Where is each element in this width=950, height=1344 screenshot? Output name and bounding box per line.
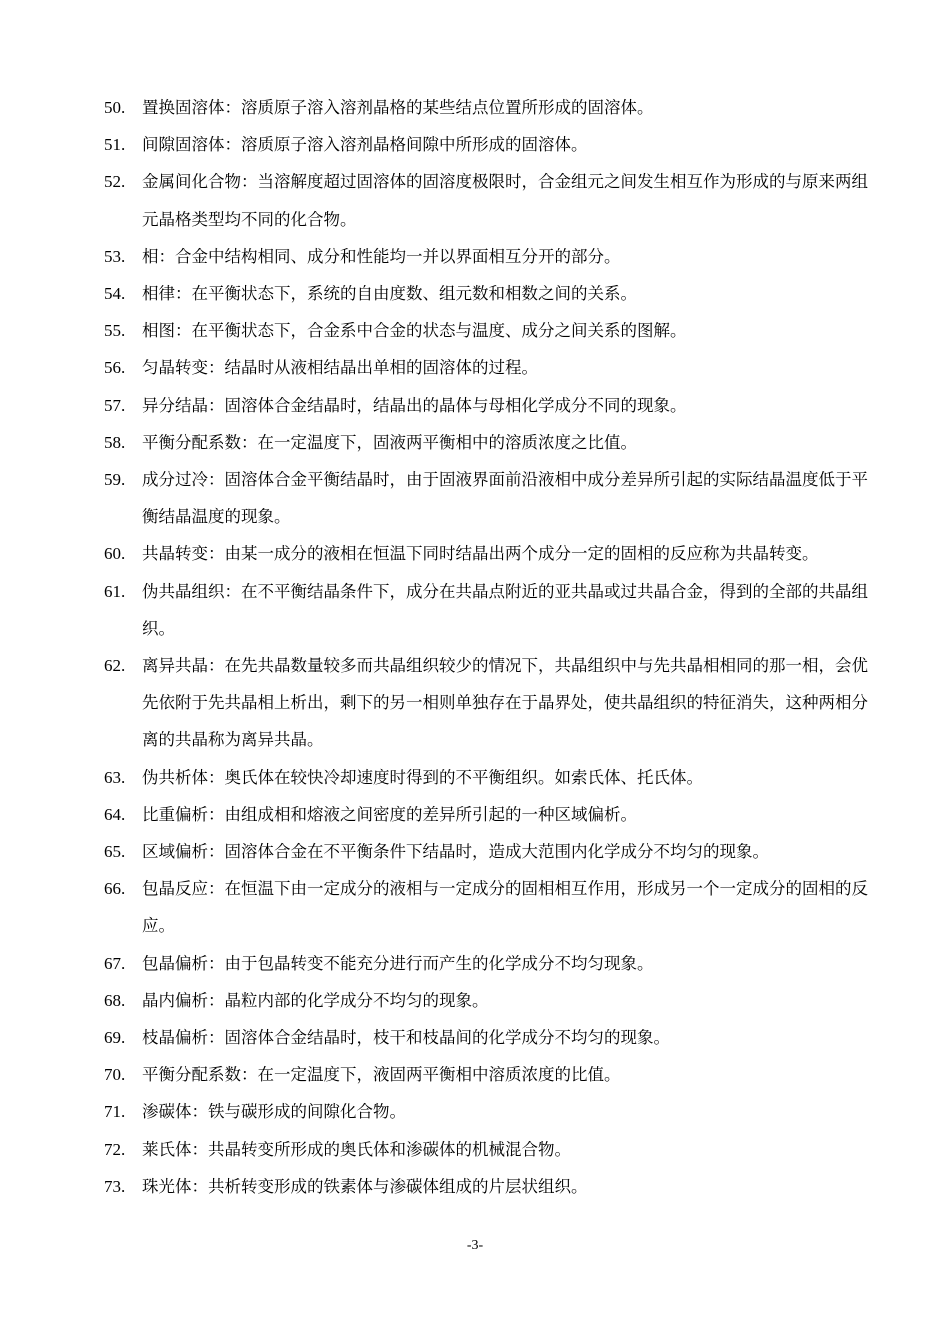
item-text: 比重偏析：由组成相和熔液之间密度的差异所引起的一种区域偏析。 (142, 804, 637, 824)
item-number: 67. (104, 953, 126, 973)
item-number: 53. (104, 246, 126, 266)
item-text: 成分过冷：固溶体合金平衡结晶时，由于固液界面前沿液相中成分差异所引起的实际结晶温度低于平衡结晶温度的现象。 (142, 470, 868, 527)
item-number: 66. (104, 879, 126, 899)
item-text: 渗碳体：铁与碳形成的间隙化合物。 (142, 1102, 406, 1122)
item-number: 51. (104, 135, 126, 155)
list-item (104, 833, 884, 870)
item-number: 59. (104, 470, 126, 490)
item-number: 50. (104, 98, 126, 117)
item-text: 包晶反应：在恒温下由一定成分的液相与一定成分的固相相互作用，形成另一个一定成分的固相的反应。 (142, 879, 868, 936)
list-item (104, 163, 884, 237)
item-text: 异分结晶：固溶体合金结晶时，结晶出的晶体与母相化学成分不同的现象。 (142, 395, 687, 415)
item-number: 64. (104, 804, 126, 824)
list-item (104, 126, 884, 163)
item-text: 金属间化合物：当溶解度超过固溶体的固溶度极限时，合金组元之间发生相互作为形成的与原来两组元晶格类型均不同的化合物。 (142, 172, 868, 229)
list-item (104, 1131, 884, 1168)
item-number: 63. (104, 767, 126, 787)
item-text: 置换固溶体：溶质原子溶入溶剂晶格的某些结点位置所形成的固溶体。 (142, 98, 654, 117)
item-text: 晶内偏析：晶粒内部的化学成分不均匀的现象。 (142, 990, 489, 1010)
list-item (104, 89, 884, 126)
list-item (104, 387, 884, 424)
item-text: 匀晶转变：结晶时从液相结晶出单相的固溶体的过程。 (142, 358, 538, 378)
list-item (104, 535, 884, 572)
item-number: 65. (104, 842, 126, 862)
item-number: 52. (104, 172, 126, 192)
item-number: 72. (104, 1139, 126, 1159)
list-item (104, 1168, 884, 1205)
list-item (104, 759, 884, 796)
item-number: 69. (104, 1028, 126, 1048)
item-text: 枝晶偏析：固溶体合金结晶时，枝干和枝晶间的化学成分不均匀的现象。 (142, 1028, 670, 1048)
item-number: 56. (104, 358, 126, 378)
list-item (104, 461, 884, 535)
item-text: 区域偏析：固溶体合金在不平衡条件下结晶时，造成大范围内化学成分不均匀的现象。 (142, 842, 769, 862)
item-text: 平衡分配系数：在一定温度下，液固两平衡相中溶质浓度的比值。 (142, 1065, 621, 1085)
item-text: 相律：在平衡状态下，系统的自由度数、组元数和相数之间的关系。 (142, 284, 637, 304)
list-item (104, 312, 884, 349)
list-item (104, 349, 884, 386)
list-item (104, 1056, 884, 1093)
list-item (104, 238, 884, 275)
item-text: 莱氏体：共晶转变所形成的奥氏体和渗碳体的机械混合物。 (142, 1139, 571, 1159)
item-number: 61. (104, 581, 126, 601)
list-item (104, 796, 884, 833)
list-item (104, 573, 884, 647)
item-text: 伪共析体：奥氏体在较快冷却速度时得到的不平衡组织。如索氏体、托氏体。 (142, 767, 703, 787)
item-text: 离异共晶：在先共晶数量较多而共晶组织较少的情况下，共晶组织中与先共晶相相同的那一相，会优先依附于先共晶相上析出，剩下的另一相则单独存在于晶界处，使共晶组织的特征消失，这种两相分离的共晶称为离异共晶。 (142, 656, 868, 750)
item-text: 相：合金中结构相同、成分和性能均一并以界面相互分开的部分。 (142, 246, 621, 266)
item-number: 54. (104, 284, 126, 304)
list-item (104, 945, 884, 982)
item-text: 伪共晶组织：在不平衡结晶条件下，成分在共晶点附近的亚共晶或过共晶合金，得到的全部的共晶组织。 (142, 581, 868, 638)
item-number: 58. (104, 432, 126, 452)
item-number: 57. (104, 395, 126, 415)
list-item (104, 870, 884, 944)
list-item (104, 1019, 884, 1056)
item-number: 71. (104, 1102, 126, 1122)
item-number: 68. (104, 990, 126, 1010)
definition-list (104, 89, 884, 1205)
item-number: 62. (104, 656, 126, 676)
page-number: -3- (466, 1238, 484, 1253)
item-number: 73. (104, 1176, 126, 1196)
list-item (104, 424, 884, 461)
list-item (104, 1093, 884, 1130)
list-item (104, 982, 884, 1019)
item-number: 55. (104, 321, 126, 341)
item-number: 60. (104, 544, 126, 564)
item-text: 包晶偏析：由于包晶转变不能充分进行而产生的化学成分不均匀现象。 (142, 953, 654, 973)
list-item (104, 647, 884, 759)
item-text: 间隙固溶体：溶质原子溶入溶剂晶格间隙中所形成的固溶体。 (142, 135, 588, 155)
item-text: 珠光体：共析转变形成的铁素体与渗碳体组成的片层状组织。 (142, 1176, 588, 1196)
item-number: 70. (104, 1065, 126, 1085)
item-text: 平衡分配系数：在一定温度下，固液两平衡相中的溶质浓度之比值。 (142, 432, 637, 452)
item-text: 共晶转变：由某一成分的液相在恒温下同时结晶出两个成分一定的固相的反应称为共晶转变。 (142, 544, 819, 564)
item-text: 相图：在平衡状态下，合金系中合金的状态与温度、成分之间关系的图解。 (142, 321, 687, 341)
list-item (104, 275, 884, 312)
